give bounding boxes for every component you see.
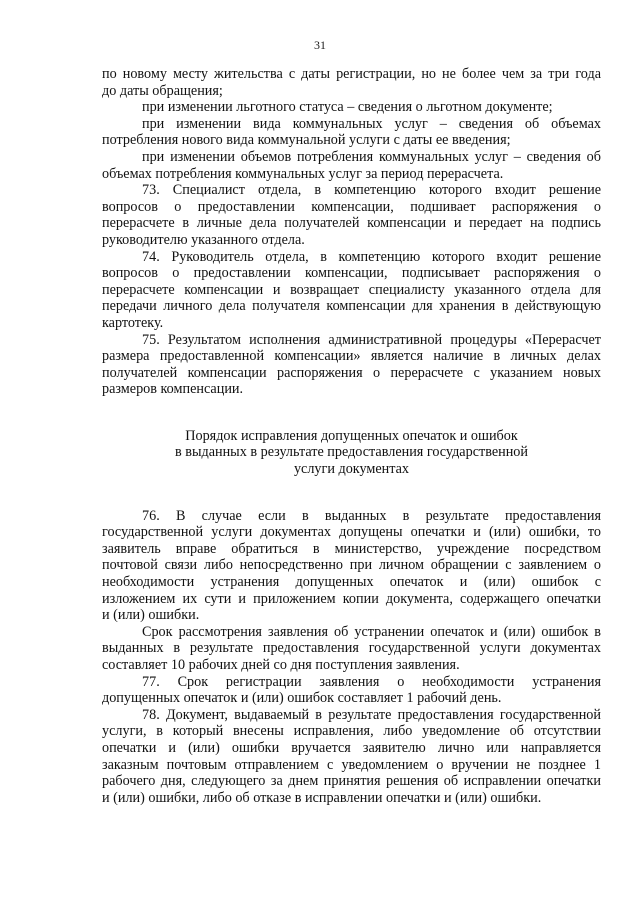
text-line: передачи личного дела получателя компенсации для хранения в действующую bbox=[102, 298, 601, 315]
text-line: 76. В случае если в выданных в результате предоставления bbox=[142, 507, 601, 524]
paragraph bbox=[102, 508, 601, 624]
text-line: и (или) ошибки, либо об отказе в исправлении опечатки и (или) ошибки. bbox=[102, 789, 542, 806]
text-line: объемах потребления коммунальных услуг за период перерасчета. bbox=[102, 165, 504, 182]
text-line: размера предоставленной компенсации» является наличие в личных делах bbox=[102, 348, 601, 365]
paragraph bbox=[102, 332, 601, 398]
section-before-heading bbox=[102, 66, 601, 398]
text-line: составляет 10 рабочих дней со дня поступления заявления. bbox=[102, 657, 460, 673]
text-line: перерасчете в личные дела получателей компенсации и передает на подпись bbox=[102, 215, 601, 232]
text-line: при изменении льготного статуса – сведения о льготном документе; bbox=[142, 99, 553, 116]
text-line: Срок рассмотрения заявления об устранении опечаток и (или) ошибок в bbox=[142, 623, 601, 640]
paragraph bbox=[102, 182, 601, 248]
text-line: услуги, в который внесены исправления, либо уведомление об отсутствии bbox=[102, 723, 601, 740]
page-number: 31 bbox=[314, 38, 326, 52]
text-line: до даты обращения; bbox=[102, 82, 223, 99]
section-after-heading bbox=[102, 508, 601, 807]
text-line: 74. Руководитель отдела, в компетенцию которого входит решение bbox=[142, 248, 601, 265]
paragraph bbox=[102, 99, 601, 116]
text-line: получателей компенсации распоряжения о перерасчете с указанием новых bbox=[102, 364, 601, 381]
heading-line: услуги документах bbox=[293, 461, 410, 478]
paragraph bbox=[102, 674, 601, 707]
text-line: вопросов о предоставлении компенсации, подписывает распоряжения о bbox=[102, 265, 601, 282]
text-line: изложением их сути и приложением копии документа, содержащего опечатки bbox=[102, 590, 601, 607]
text-line: 78. Документ, выдаваемый в результате предоставления государственной bbox=[142, 706, 601, 723]
text-line: почтовой связи либо непосредственно при личном обращении с заявлением о bbox=[102, 557, 601, 574]
text-line: заявитель вправе обратиться в министерство, учреждение посредством bbox=[102, 540, 601, 557]
text-line: 77. Срок регистрации заявления о необходимости устранения bbox=[142, 673, 601, 690]
text-line: необходимости устранения допущенных опечаток и (или) ошибок с bbox=[102, 574, 601, 591]
text-line: и (или) ошибки. bbox=[102, 607, 200, 624]
document-body bbox=[102, 66, 601, 806]
text-line: при изменении объемов потребления коммунальных услуг – сведения об bbox=[142, 148, 601, 165]
text-line: по новому месту жительства с даты регистрации, но не более чем за три года bbox=[102, 66, 601, 82]
text-line: опечатки и (или) ошибки вручается заявителю лично или направляется bbox=[102, 739, 601, 756]
text-line: государственной услуги документах допущены опечатки и (или) ошибки, то bbox=[102, 524, 601, 541]
heading-line: Порядок исправления допущенных опечаток и ошибок bbox=[185, 427, 518, 444]
text-line: заказным почтовым отправлением с уведомлением о вручении не позднее 1 bbox=[102, 756, 601, 773]
paragraph bbox=[102, 149, 601, 182]
paragraph bbox=[102, 116, 601, 149]
paragraph bbox=[102, 707, 601, 807]
text-line: вопросов о предоставлении компенсации, подшивает распоряжения о bbox=[102, 198, 601, 215]
text-line: потребления нового вида коммунальной услуги с даты ее введения; bbox=[102, 132, 511, 149]
text-line: при изменении вида коммунальных услуг – сведения об объемах bbox=[142, 115, 601, 132]
text-line: размеров компенсации. bbox=[102, 381, 244, 398]
text-line: 73. Специалист отдела, в компетенцию которого входит решение bbox=[142, 182, 601, 199]
paragraph bbox=[102, 624, 601, 674]
text-line: выданных в результате предоставления государственной услуги документах bbox=[102, 640, 601, 657]
text-line: руководителю указанного отдела. bbox=[102, 231, 305, 248]
text-line: рабочего дня, следующего за днем принятия решения об исправлении опечатки bbox=[102, 773, 601, 790]
text-line: допущенных опечаток и (или) ошибок составляет 1 рабочий день. bbox=[102, 690, 502, 707]
text-line: перерасчете компенсации и возвращает специалисту указанного отдела для bbox=[102, 281, 601, 298]
paragraph bbox=[102, 249, 601, 332]
heading-line: в выданных в результате предоставления государственной bbox=[175, 444, 528, 461]
text-line: картотеку. bbox=[102, 314, 164, 331]
section-heading bbox=[102, 428, 601, 478]
text-line: 75. Результатом исполнения административной процедуры «Перерасчет bbox=[142, 331, 601, 348]
paragraph bbox=[102, 66, 601, 99]
